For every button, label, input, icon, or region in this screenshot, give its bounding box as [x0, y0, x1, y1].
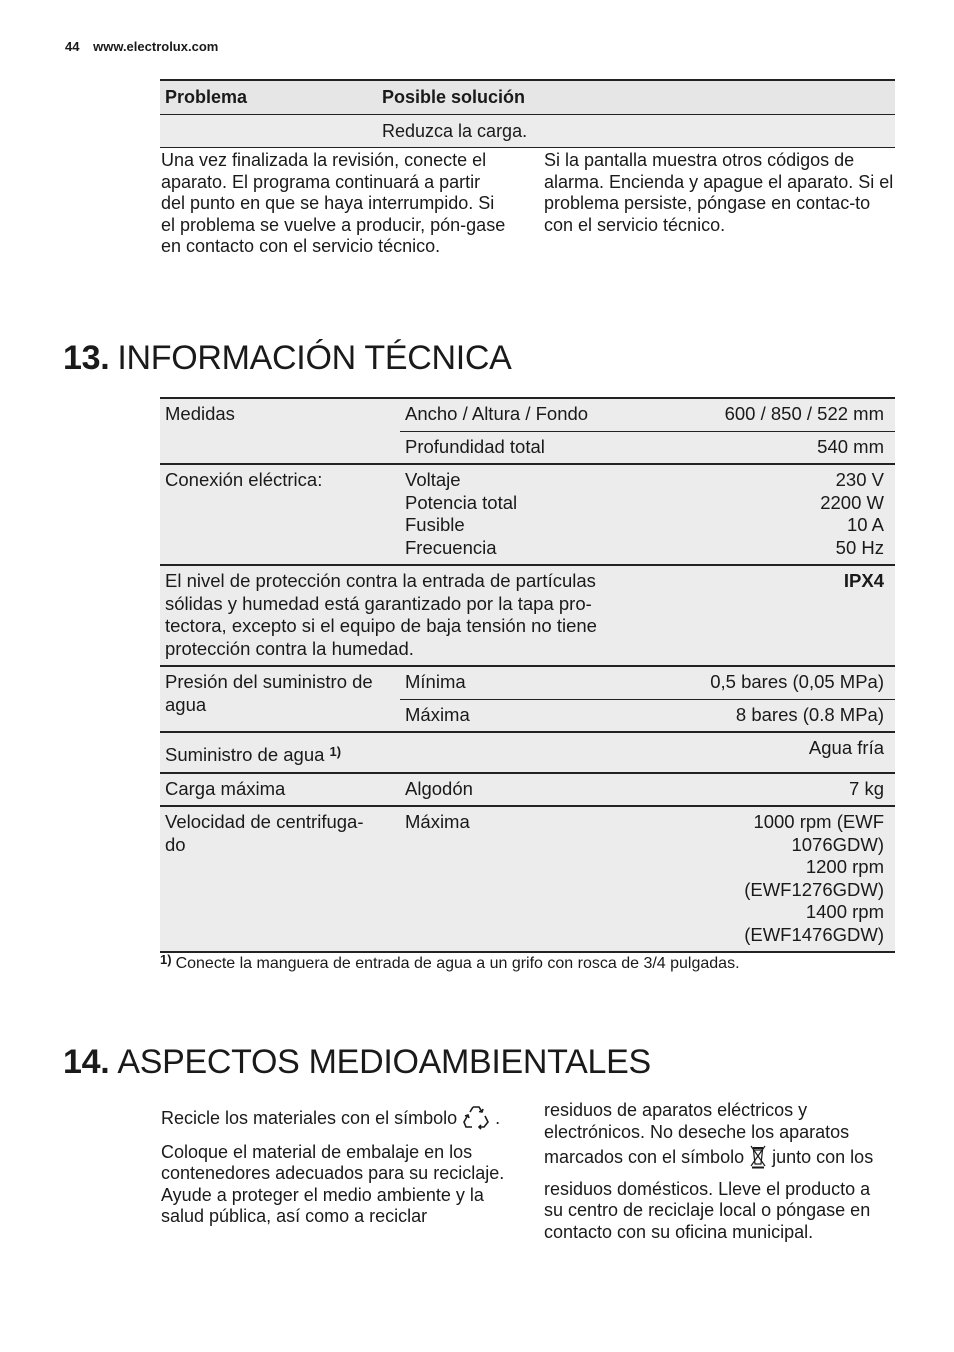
velocidad-values [670, 806, 895, 952]
weee-text: residuos de aparatos eléctricos y electrónicos. No deseche los aparatos marcados con el símbolo [544, 1100, 850, 1167]
potencia-label: Potencia total [405, 491, 518, 513]
header-solucion: Posible solución [377, 80, 895, 115]
table-row [160, 806, 895, 952]
packaging-paragraph: Coloque el material de embalaje en los contenedores adecuados para su reciclaje. [161, 1141, 505, 1183]
weee-paragraph [544, 1100, 894, 1175]
fusible-value: 10 A [846, 514, 884, 535]
presion-val1: 0,5 bares (0,05 MPa) [670, 666, 895, 699]
medidas-sub2: Profundidad total [400, 431, 670, 464]
voltaje-value: 230 V [835, 469, 884, 490]
paragraph: Si la pantalla muestra otros códigos de alarma. Encienda y apague el aparato. Si el problema persiste, póngase en contac-to con el servicio técnico. [544, 150, 894, 235]
section-heading: INFORMACIÓN TÉCNICA [117, 339, 512, 377]
table-row [160, 666, 895, 699]
carga-sub: Algodón [400, 773, 670, 807]
velocidad-value: 1000 rpm (EWF [753, 811, 884, 832]
recycle-period: . [495, 1108, 501, 1128]
velocidad-text: Velocidad de centrifuga-do [165, 811, 364, 855]
suministro-text: Suministro de agua [165, 744, 325, 765]
velocidad-label [160, 806, 400, 952]
table-row [160, 773, 895, 807]
presion-sub1: Mínima [400, 666, 670, 699]
voltaje-label: Voltaje [405, 469, 461, 490]
frecuencia-value: 50 Hz [835, 536, 884, 558]
solution-cell: Reduzca la carga. [377, 115, 895, 148]
velocidad-sub: Máxima [400, 806, 670, 952]
crossed-bin-icon [749, 1143, 767, 1175]
disposal-paragraph: residuos domésticos. Lleve el producto a su centro de reciclaje local o póngase en contacto con su oficina municipal. [544, 1178, 871, 1242]
tech-table [160, 397, 895, 953]
table-row [160, 565, 895, 666]
footnote-text: Conecte la manguera de entrada de agua a un grifo con rosca de 3/4 pulgadas. [175, 955, 740, 972]
presion-val2: 8 bares (0.8 MPa) [670, 699, 895, 732]
medidas-sub1: Ancho / Altura / Fondo [400, 398, 670, 431]
header-problema: Problema [160, 80, 377, 115]
section-number: 14. [63, 1043, 110, 1081]
protect-paragraph: Ayude a proteger el medio ambiente y la salud pública, así como a reciclar [161, 1184, 484, 1226]
velocidad-value: 1076GDW) [791, 833, 884, 855]
conexion-subs [400, 464, 670, 565]
paragraph: Una vez finalizada la revisión, conecte el aparato. El programa continuará a partir del punto en que se haya interrumpido. Si el problema se vuelve a producir, pón-gase en contacto con el servicio técnico. [161, 150, 506, 256]
problem-table [160, 79, 895, 148]
instructions-right [544, 150, 894, 236]
section-13-title [63, 339, 512, 378]
suministro-sub [400, 732, 670, 773]
section-number: 13. [63, 339, 110, 377]
table-row [160, 464, 895, 565]
recycle-icon [462, 1104, 490, 1136]
conexion-label: Conexión eléctrica: [160, 464, 400, 565]
site-url: www.electrolux.com [93, 39, 219, 54]
proteccion-text [160, 565, 670, 666]
medidas-val1: 600 / 850 / 522 mm [670, 398, 895, 431]
frecuencia-label: Frecuencia [405, 536, 497, 558]
velocidad-value: 1400 rpm [805, 901, 884, 922]
env-right-column [544, 1100, 894, 1243]
velocidad-value: (EWF1276GDW) [744, 878, 884, 900]
section-14-title [63, 1043, 651, 1082]
section-heading: ASPECTOS MEDIOAMBIENTALES [117, 1043, 651, 1081]
presion-sub2: Máxima [400, 699, 670, 732]
footnote-marker: 1) [160, 952, 172, 967]
suministro-label [160, 732, 400, 773]
proteccion-value: IPX4 [670, 565, 895, 666]
weee-text-end: junto con los [772, 1147, 874, 1167]
carga-value: 7 kg [670, 773, 895, 807]
potencia-value: 2200 W [820, 491, 884, 513]
footnote [160, 952, 740, 973]
conexion-vals [670, 464, 895, 565]
page-header [65, 39, 218, 54]
fusible-label: Fusible [405, 514, 465, 535]
carga-label: Carga máxima [160, 773, 400, 807]
velocidad-value: (EWF1476GDW) [744, 923, 884, 945]
env-left-column [161, 1104, 511, 1228]
medidas-val2: 540 mm [670, 431, 895, 464]
footnote-ref: 1) [329, 744, 342, 759]
table-row [160, 115, 895, 148]
table-row [160, 398, 895, 431]
problem-cell [160, 115, 377, 148]
recycle-paragraph [161, 1104, 511, 1136]
recycle-text: Recicle los materiales con el símbolo [161, 1108, 458, 1128]
page-number: 44 [65, 39, 80, 54]
instructions-left [161, 150, 506, 258]
problem-table-header [160, 80, 895, 115]
medidas-label: Medidas [160, 398, 400, 464]
velocidad-value: 1200 rpm [805, 856, 884, 877]
table-row [160, 732, 895, 773]
proteccion-paragraph: El nivel de protección contra la entrada de partículas sólidas y humedad está garantizado por la tapa pro-tectora, excepto si el equipo de baja tensión no tiene protección contra la humedad. [165, 570, 597, 659]
suministro-value: Agua fría [670, 732, 895, 773]
presion-label: Presión del suministro de agua [160, 666, 400, 732]
